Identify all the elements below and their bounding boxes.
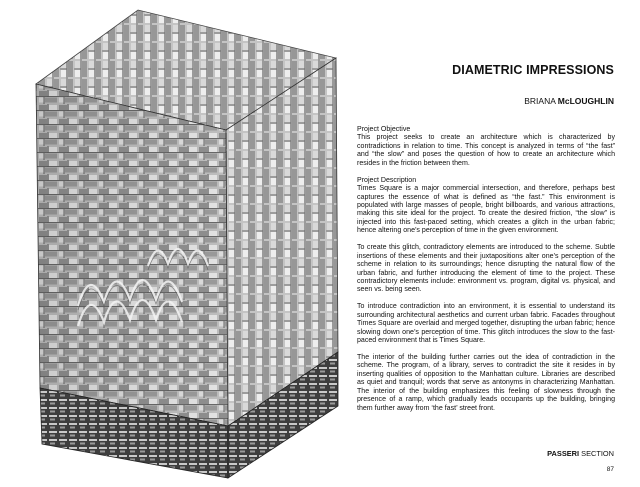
description-paragraph: To introduce contradiction into an environment, it is essential to understand its surrounding architectural aesthetics and current urban fabric. Facades throughout Times Square are overlaid and merged together, disrupting the urban fabric; hence slowing down one’s perception of time. This glitch introduces the slow to the fast-paced environment that is Times Square. <box>357 303 615 345</box>
section-name: PASSERI <box>547 449 580 458</box>
author-first-name: BRIANA <box>524 96 556 106</box>
author-last-name: McLOUGHLIN <box>557 96 614 106</box>
objective-heading: Project Objective <box>357 126 411 133</box>
article-title: DIAMETRIC IMPRESSIONS <box>452 63 614 77</box>
building-rendering <box>18 6 348 481</box>
description-paragraph: Times Square is a major commercial intersection, and therefore, perhaps best captures the essence of what is defined as “the fast.” This environment is populated with large masses of people, bright billboards, and various attractions, making this site ideal for the project. To create the desired friction, “the slow” is injected into this fast-paced setting, which creates a glitch in the urban fabric; hence altering one’s perception of time in the given environment. <box>357 185 615 235</box>
objective-paragraph: This project seeks to create an architecture which is characterized by contradictions in relation to time. This concept is analyzed in terms of “the fast” and “the slow” and poses the question of how to create an architecture which resides in the friction between them. <box>357 134 615 167</box>
section-word: SECTION <box>581 449 614 458</box>
author-byline <box>352 96 614 106</box>
article-body <box>357 126 615 422</box>
description-paragraph: The interior of the building further carries out the idea of contradiction in the scheme. The program, of a library, serves to contradict the site it resides in by inserting qualities of opposition to the Manhattan culture. Libraries are described as quiet and tranquil; words that serve as antonyms in characterizing Manhattan. The interior of the building emphasizes this feeling of slowness through the presence of a ramp, which gradually leads occupants up the building, bringing them further away from ‘the fast’ street front. <box>357 353 615 412</box>
description-heading: Project Description <box>357 176 417 184</box>
section-label <box>352 449 614 458</box>
building-diagram <box>18 6 348 481</box>
description-paragraph: To create this glitch, contradictory elements are introduced to the scheme. Subtle insertions of these elements and their juxtapositions alter one’s perception of the scheme in relation to its surroundings; hence disrupting the natural flow of the urban fabric, and further introducing the element of time to the project. These contradictory elements include: environment vs. program, digital vs. physical, and seen vs. being seen. <box>357 244 615 294</box>
page-number: 87 <box>606 466 614 473</box>
